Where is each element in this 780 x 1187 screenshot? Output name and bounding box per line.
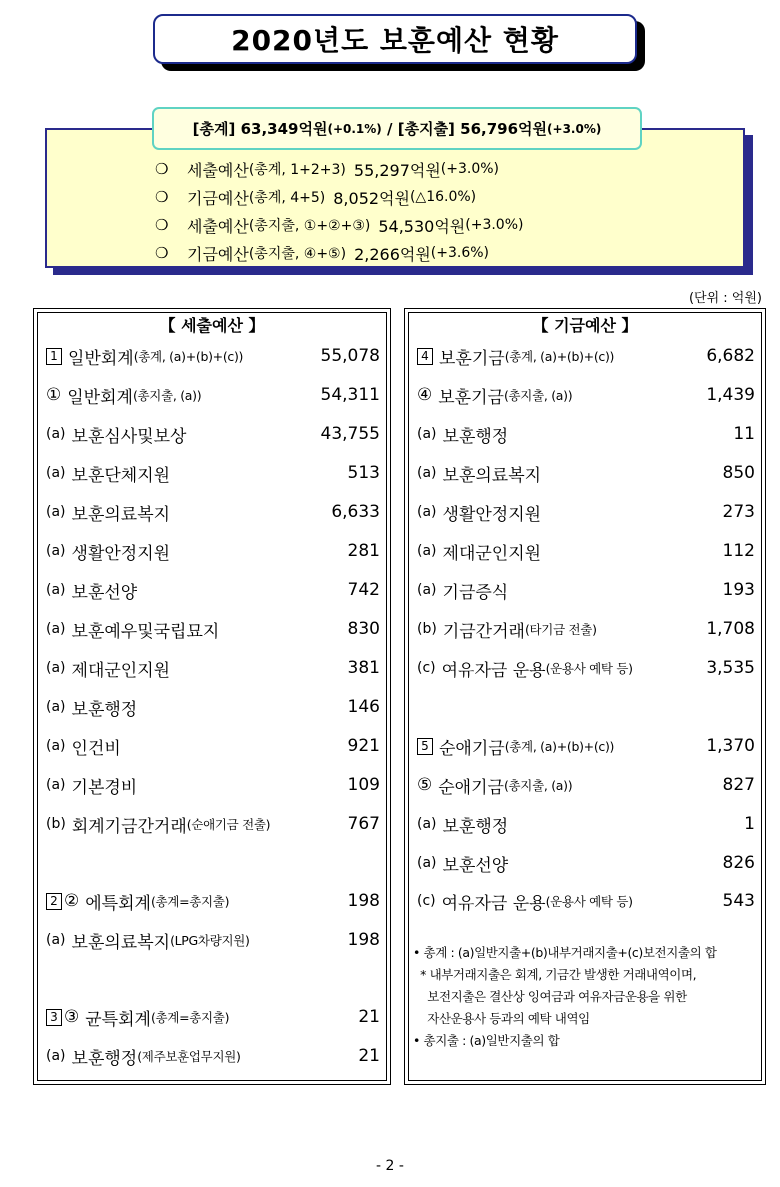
row-label [417,539,695,564]
item-name: 생활안정지원 [442,504,542,525]
item-marker: (a) [46,932,66,948]
row-label [46,773,320,798]
unit-label: (단위 : 억원) [688,291,762,306]
item-name: 여유자금 운용 [441,660,546,681]
item-name: 제대군인지원 [71,660,171,681]
item-value: 1,370 [706,736,755,756]
item-value: 198 [347,930,380,950]
item-marker: (a) [46,699,66,715]
item-value: 543 [722,891,755,911]
summary-item: ❍ 세출예산 (총지출, ①+②+③) 54,530억원 (+3.0%) [155,216,524,236]
item-note: (LPG차량지원) [170,933,250,948]
note-line: • 총지출 : (a)일반지출의 합 [413,1033,560,1048]
item-value: 55,078 [320,346,380,366]
table-row [46,342,380,370]
item-marker: (a) [417,582,437,598]
item-note: (총계, (a)+(b)+(c)) [504,739,615,754]
table-row [417,342,755,370]
page-number: - 2 - [376,1158,404,1174]
item-note: (운용사 예탁 등) [545,894,633,909]
item-value: 6,682 [706,346,755,366]
item-value: 6,633 [331,502,380,522]
row-label [46,1044,320,1069]
item-value: 43,755 [320,424,380,444]
item-marker: (a) [46,777,66,793]
table-row [46,1003,380,1031]
item-marker: (a) [46,543,66,559]
boxed-number: 5 [417,738,433,755]
item-note: (제주보훈업무지원) [137,1049,241,1064]
table-row [46,771,380,799]
item-value: 826 [722,853,755,873]
item-name: 보훈예우및국립묘지 [71,621,220,642]
table-row [46,381,380,409]
table-row [417,654,755,682]
circled-number: ④ [417,385,433,405]
table-row [46,693,380,721]
note-line: 보전지출은 결산상 잉여금과 여유자금운용을 위한 [413,989,687,1004]
circled-number: ② [64,891,80,911]
row-label [417,617,695,642]
item-value: 273 [722,502,755,522]
item-value: 11 [733,424,755,444]
item-marker: (a) [46,582,66,598]
note-line: • 총계 : (a)일반지출+(b)내부거래지출+(c)보전지출의 합 [413,945,717,960]
row-label [46,344,320,369]
item-marker: (a) [46,660,66,676]
row-label [46,695,320,720]
item-value: 198 [347,891,380,911]
row-label [46,422,320,447]
item-name: 제대군인지원 [442,543,542,564]
row-label [46,578,320,603]
item-name: 보훈행정 [442,816,509,837]
item-name: 기금간거래 [442,621,525,642]
row-label [46,1005,320,1030]
bullet-icon: ❍ [155,244,169,262]
table-row [46,887,380,915]
table-row [417,771,755,799]
item-marker: (a) [417,816,437,832]
item-marker: (a) [46,738,66,754]
summary-item: ❍ 기금예산 (총계, 4+5) 8,052억원 (△16.0%) [155,188,477,208]
total-amount: 63,349억원 [240,120,328,138]
panel-title: 【 세출예산 】 [159,316,265,335]
item-name: 보훈단체지원 [71,465,171,486]
item-name: 여유자금 운용 [441,893,546,914]
spend-amount: 56,796억원 [460,120,548,138]
spend-label: [총지출] [397,120,455,138]
row-label [417,422,695,447]
item-note: (총지출, (a)) [132,388,202,403]
row-label [46,812,320,837]
item-value: 21 [358,1007,380,1027]
item-note: (순애기금 전출) [186,817,271,832]
item-name: 균특회계 [85,1009,151,1030]
table-row [46,615,380,643]
table-row [417,381,755,409]
summary-list [155,155,523,267]
item-marker: (a) [417,543,437,559]
item-value: 1 [744,814,755,834]
item-value: 21 [358,1046,380,1066]
item-marker: (a) [417,504,437,520]
item-name: 보훈의료복지 [71,504,171,525]
row-label [46,889,320,914]
table-row [46,420,380,448]
row-label [417,500,695,525]
item-value: 281 [347,541,380,561]
item-marker: (b) [46,816,66,832]
item-name: 회계기금간거래 [71,816,187,837]
row-label [417,461,695,486]
item-marker: (a) [46,504,66,520]
row-label [417,383,695,408]
table-row [46,654,380,682]
row-label [46,539,320,564]
note-line: * 내부거래지출은 회계, 기금간 발생한 거래내역이며, [413,967,697,982]
table-row [46,1042,380,1070]
item-marker: (a) [46,1048,66,1064]
table-row [46,926,380,954]
item-name: 보훈기금 [438,387,504,408]
item-value: 513 [347,463,380,483]
bullet-icon: ❍ [155,216,169,234]
item-name: 인건비 [71,738,121,759]
table-row [417,615,755,643]
item-value: 827 [722,775,755,795]
item-marker: (c) [417,660,436,676]
item-name: 보훈선양 [442,855,509,876]
table-row [417,498,755,526]
item-value: 921 [347,736,380,756]
item-name: 보훈선양 [71,582,138,603]
item-marker: (a) [46,426,66,442]
expenditure-panel [33,308,391,1085]
item-note: (총계, (a)+(b)+(c)) [133,349,244,364]
item-name: 보훈의료복지 [71,932,171,953]
row-label [417,578,695,603]
table-row [46,459,380,487]
table-row [46,576,380,604]
item-name: 기본경비 [71,777,138,798]
item-name: 일반회계 [68,348,134,369]
table-row [46,732,380,760]
item-note: (총계=총지출) [150,1010,230,1025]
item-marker: (a) [46,621,66,637]
table-row [417,887,755,915]
boxed-number: 2 [46,893,62,910]
item-value: 1,439 [706,385,755,405]
row-label [46,928,320,953]
row-label [417,889,695,914]
head-separator: / [387,119,393,138]
item-value: 1,708 [706,619,755,639]
panel-title: 【 기금예산 】 [532,316,638,335]
item-value: 193 [722,580,755,600]
table-row [46,498,380,526]
item-name: 보훈심사및보상 [71,426,187,447]
spend-change: (+3.0%) [547,121,602,136]
item-value: 381 [347,658,380,678]
item-name: 보훈행정 [71,1048,138,1069]
row-label [46,383,320,408]
table-row [417,459,755,487]
item-value: 830 [347,619,380,639]
row-label [46,734,320,759]
notes [413,942,759,1052]
row-label [46,617,320,642]
boxed-number: 1 [46,348,62,365]
summary-item: ❍ 세출예산 (총계, 1+2+3) 55,297억원 (+3.0%) [155,160,500,180]
item-value: 54,311 [320,385,380,405]
item-note: (총지출, (a)) [503,388,573,403]
table-row [417,537,755,565]
table-row [417,849,755,877]
page-title: 2020년도 보훈예산 현황 [153,14,637,64]
item-value: 3,535 [706,658,755,678]
item-value: 742 [347,580,380,600]
item-value: 850 [722,463,755,483]
item-note: (운용사 예탁 등) [545,661,633,676]
item-note: (총계, (a)+(b)+(c)) [504,349,615,364]
item-note: (타기금 전출) [524,622,597,637]
item-name: 기금증식 [442,582,509,603]
row-label [417,812,695,837]
table-row [417,576,755,604]
total-change: (+0.1%) [327,121,382,136]
item-value: 109 [347,775,380,795]
item-marker: (b) [417,621,437,637]
circled-number: ③ [64,1007,80,1027]
row-label [417,773,695,798]
row-label [417,344,695,369]
total-label: [총계] [192,120,236,138]
row-label [417,656,695,681]
boxed-number: 3 [46,1009,62,1026]
table-row [46,810,380,838]
item-marker: (c) [417,893,436,909]
bullet-icon: ❍ [155,188,169,206]
table-row [417,732,755,760]
item-name: 순애기금 [438,777,504,798]
item-name: 일반회계 [67,387,133,408]
summary-headline [152,107,642,150]
row-label [417,851,695,876]
item-name: 보훈행정 [71,699,138,720]
item-marker: (a) [46,465,66,481]
item-name: 에특회계 [85,893,151,914]
item-name: 보훈행정 [442,426,509,447]
item-value: 767 [347,814,380,834]
item-note: (총지출, (a)) [503,778,573,793]
note-line: 자산운용사 등과의 예탁 내역임 [413,1011,590,1026]
circled-number: ① [46,385,62,405]
table-row [417,810,755,838]
item-marker: (a) [417,465,437,481]
item-value: 146 [347,697,380,717]
row-label [46,461,320,486]
boxed-number: 4 [417,348,433,365]
item-note: (총계=총지출) [150,894,230,909]
item-name: 보훈기금 [439,348,505,369]
row-label [46,500,320,525]
table-row [417,420,755,448]
item-marker: (a) [417,426,437,442]
item-value: 112 [722,541,755,561]
row-label [46,656,320,681]
row-label [417,734,695,759]
summary-item: ❍ 기금예산 (총지출, ④+⑤) 2,266억원 (+3.6%) [155,244,490,264]
bullet-icon: ❍ [155,160,169,178]
item-name: 생활안정지원 [71,543,171,564]
item-marker: (a) [417,855,437,871]
circled-number: ⑤ [417,775,433,795]
item-name: 순애기금 [439,738,505,759]
item-name: 보훈의료복지 [442,465,542,486]
table-row [46,537,380,565]
fund-panel [404,308,766,1085]
